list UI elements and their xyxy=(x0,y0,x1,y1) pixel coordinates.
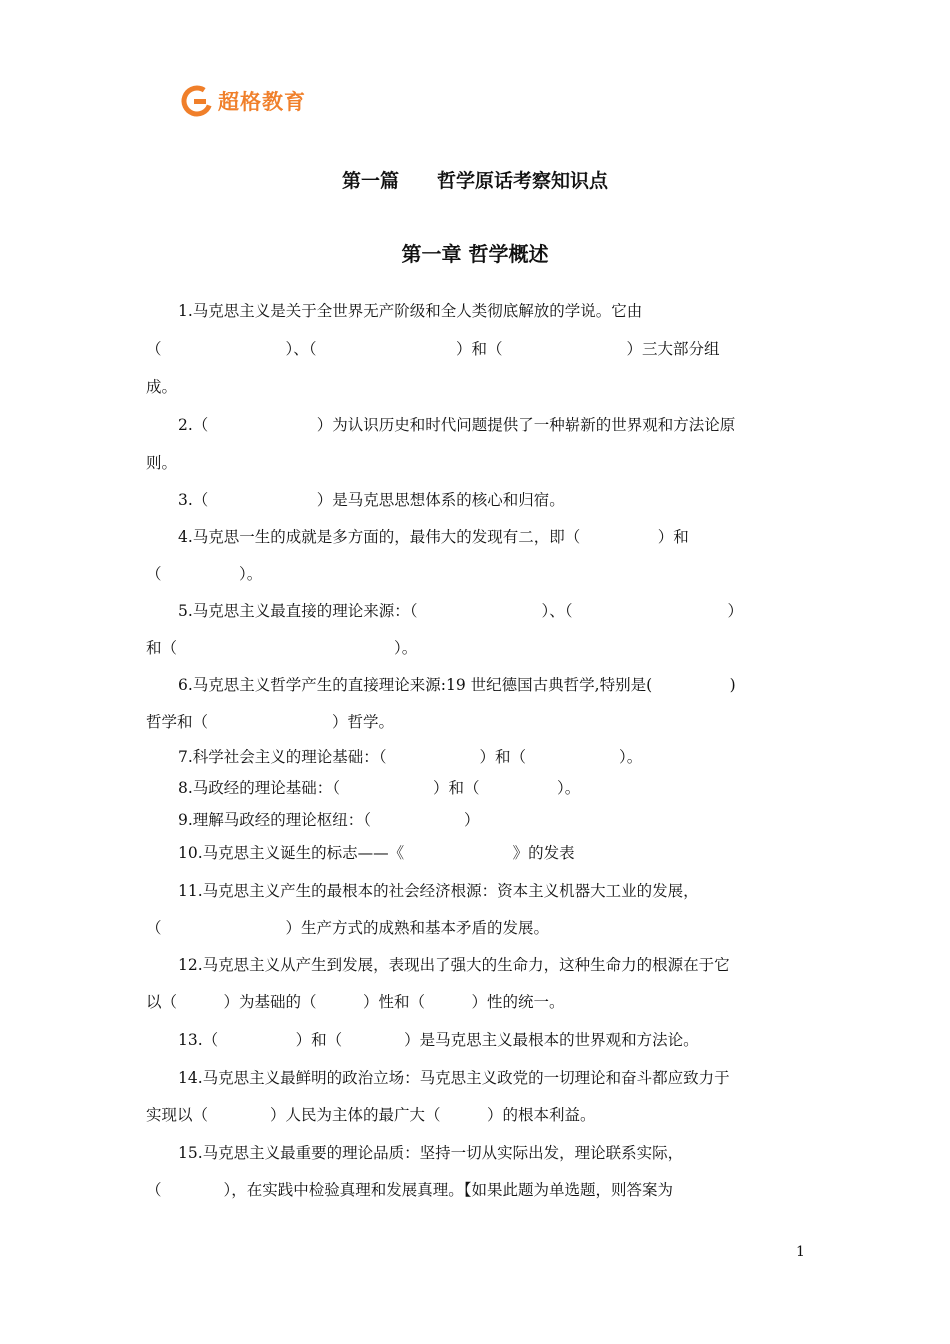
question-line: 3.（ ）是马克思思想体系的核心和归宿。 xyxy=(178,491,565,509)
question-line: 8.马政经的理论基础：（ ）和（ ）。 xyxy=(178,779,581,797)
question-line: 1.马克思主义是关于全世界无产阶级和全人类彻底解放的学说。它由 xyxy=(178,302,643,320)
question-line: 11.马克思主义产生的最根本的社会经济根源：资本主义机器大工业的发展， xyxy=(178,882,699,900)
brand-logo-icon xyxy=(180,84,214,118)
question-line: 哲学和（ ）哲学。 xyxy=(146,713,395,731)
question-line: 12.马克思主义从产生到发展，表现出了强大的生命力，这种生命力的根源在于它 xyxy=(178,956,730,974)
question-line: 5.马克思主义最直接的理论来源：（ ）、（ ） xyxy=(178,602,744,620)
question-line: 4.马克思一生的成就是多方面的，最伟大的发现有二，即（ ）和 xyxy=(178,528,689,546)
brand-name: 超格教育 xyxy=(218,90,306,114)
question-line: 15.马克思主义最重要的理论品质：坚持一切从实际出发，理论联系实际， xyxy=(178,1144,684,1162)
question-line: 和（ ）。 xyxy=(146,639,418,657)
question-line: 9.理解马政经的理论枢纽：（ ） xyxy=(178,811,480,829)
question-line: 10.马克思主义诞生的标志——《 》的发表 xyxy=(178,844,575,862)
question-line: 2.（ ）为认识历史和时代问题提供了一种崭新的世界观和方法论原 xyxy=(178,416,736,434)
question-line: （ ）。 xyxy=(146,565,263,583)
question-line: 6.马克思主义哲学产生的直接理论来源:19 世纪德国古典哲学,特别是( ) xyxy=(178,676,736,694)
question-line: 实现以（ ）人民为主体的最广大（ ）的根本利益。 xyxy=(146,1106,596,1124)
question-line: 14.马克思主义最鲜明的政治立场：马克思主义政党的一切理论和奋斗都应致力于 xyxy=(178,1069,730,1087)
question-line: 以（ ）为基础的（ ）性和（ ）性的统一。 xyxy=(146,993,565,1011)
brand-logo xyxy=(180,84,306,118)
question-line: 13.（ ）和（ ）是马克思主义最根本的世界观和方法论。 xyxy=(178,1031,699,1049)
question-line: 则。 xyxy=(146,454,178,472)
part-title: 第一篇 哲学原话考察知识点 xyxy=(341,170,608,192)
question-line: （ ）、（ ）和（ ）三大部分组 xyxy=(146,340,720,358)
chapter-title: 第一章 哲学概述 xyxy=(401,242,549,266)
question-line: （ ）生产方式的成熟和基本矛盾的发展。 xyxy=(146,919,550,937)
question-line: 7.科学社会主义的理论基础：（ ）和（ ）。 xyxy=(178,748,643,766)
question-line: （ ），在实践中检验真理和发展真理。【如果此题为单选题，则答案为 xyxy=(146,1181,674,1199)
question-line: 成。 xyxy=(146,378,178,396)
page-number: 1 xyxy=(796,1244,805,1260)
